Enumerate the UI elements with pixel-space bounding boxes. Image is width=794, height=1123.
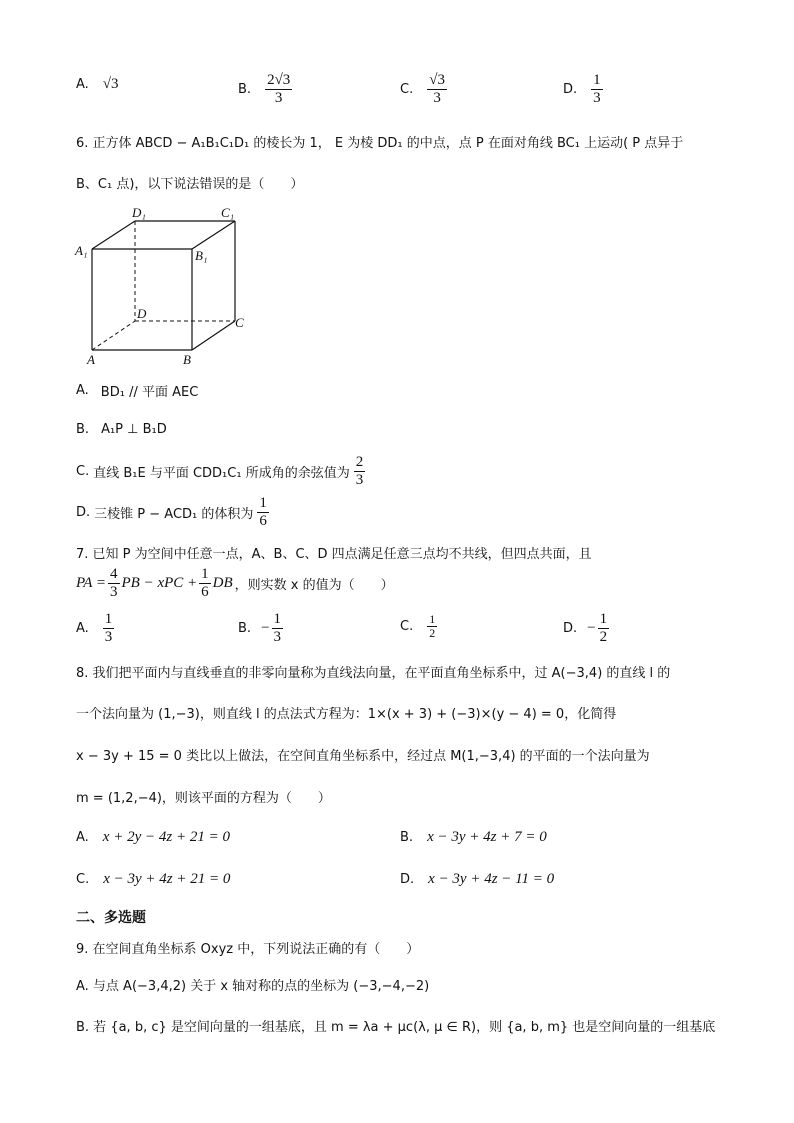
fraction-denominator: 2 (599, 629, 608, 645)
q6-option-c (76, 454, 365, 489)
q8-stem-line1: 8. 我们把平面内与直线垂直的非零向量称为直线法向量，在平面直角坐标系中，过 A(−3,4) 的直线 l 的 (76, 666, 671, 681)
option-fraction (427, 613, 437, 640)
fraction-denominator: 6 (201, 584, 209, 600)
fraction-numerator: 1 (599, 611, 608, 627)
q6-option-a (76, 381, 198, 400)
option-label: C. (400, 82, 414, 97)
eq-part: DB (212, 575, 233, 591)
vertex-label-b: B (183, 352, 191, 367)
option-fraction (598, 611, 610, 646)
option-text: x + 2y − 4z + 21 = 0 (102, 829, 230, 845)
fraction-denominator: 3 (274, 90, 283, 106)
option-fraction (265, 72, 292, 107)
eq-part: PB − xPC + (121, 575, 198, 591)
fraction-numerator: 2 (355, 454, 364, 470)
option-label: C. (400, 619, 414, 634)
option-label: A. (76, 77, 89, 92)
option-label: A. (76, 621, 89, 636)
q9-stem: 9. 在空间直角坐标系 Oxyz 中，下列说法正确的有（ ） (76, 942, 420, 957)
option-label: B. (76, 422, 90, 437)
q8-stem-line2: 一个法向量为 (1,−3)，则直线 l 的点法式方程为：1×(x + 3) + (−3)×(y − 4) = 0，化简得 (76, 707, 617, 722)
option-label: B. (400, 830, 414, 845)
fraction-denominator: 3 (273, 629, 282, 645)
eq-fraction (199, 566, 211, 601)
option-fraction (272, 611, 284, 646)
option-fraction (103, 611, 115, 646)
q7-option-a (76, 611, 114, 646)
q8-option-a (76, 829, 230, 846)
q5-option-d (563, 72, 603, 107)
fraction-numerator: 1 (201, 566, 209, 582)
fraction-denominator: 2 (429, 626, 436, 640)
q7-stem-line1: 7. 已知 P 为空间中任意一点，A、B、C、D 四点满足任意三点均不共线，但四点共面，且 (76, 547, 592, 562)
q7-option-d (563, 611, 609, 646)
vertex-label-c1: C₁ (221, 205, 235, 220)
option-text: 直线 B₁E 与平面 CDD₁C₁ 所成角的余弦值为 (93, 466, 350, 481)
vertex-label-d1: D₁ (132, 205, 146, 220)
option-fraction (591, 72, 603, 107)
option-text: 三棱锥 P − ACD₁ 的体积为 (94, 507, 254, 522)
q6-stem-line2: B、C₁ 点)，以下说法错误的是（ ） (76, 177, 304, 192)
q8-option-c (76, 871, 230, 888)
option-label: C. (76, 464, 90, 479)
option-label: B. (238, 82, 252, 97)
q7-option-c (400, 613, 437, 640)
vertex-label-d: D (137, 306, 147, 321)
option-label: A. (76, 383, 89, 398)
option-text: A₁P ⊥ B₁D (101, 422, 167, 437)
fraction-numerator: √3 (429, 72, 445, 88)
q8-option-d (400, 871, 554, 888)
fraction-denominator: 3 (433, 90, 441, 106)
section-heading: 二、多选题 (76, 910, 146, 926)
q8-option-b (400, 829, 547, 846)
option-fraction (354, 454, 366, 489)
option-label: D. (76, 505, 91, 520)
fraction-numerator: 4 (110, 566, 118, 582)
option-fraction (427, 72, 447, 107)
fraction-denominator: 3 (104, 629, 113, 645)
fraction-denominator: 3 (355, 472, 364, 488)
option-label: D. (563, 82, 578, 97)
option-sign: − (587, 620, 596, 636)
option-label: B. (238, 621, 252, 636)
fraction-denominator: 3 (593, 90, 601, 106)
q8-stem-line3: x − 3y + 15 = 0 类比以上做法，在空间直角坐标系中，经过点 M(1,−3,4) 的平面的一个法向量为 (76, 749, 650, 764)
option-text: √3 (102, 76, 119, 92)
option-fraction (257, 495, 269, 530)
option-text: BD₁ // 平面 AEC (100, 385, 199, 400)
q6-option-b (76, 422, 167, 437)
vertex-label-b1: B₁ (195, 248, 208, 263)
option-text: x − 3y + 4z − 11 = 0 (428, 871, 555, 887)
fraction-numerator: 1 (259, 495, 267, 511)
fraction-numerator: 2√3 (267, 72, 291, 88)
eq-tail: ，则实数 x 的值为（ ） (234, 578, 394, 593)
option-label: C. (76, 872, 90, 887)
option-text: x − 3y + 4z + 7 = 0 (427, 829, 547, 845)
fraction-numerator: 1 (104, 611, 113, 627)
q8-stem-line4: m = (1,2,−4)，则该平面的方程为（ ） (76, 791, 331, 806)
q7-option-b (238, 611, 283, 646)
cube-figure (70, 200, 260, 370)
option-label: D. (563, 621, 578, 636)
vertex-label-a: A (87, 352, 95, 367)
option-sign: − (261, 620, 270, 636)
q7-equation (76, 566, 394, 601)
option-text: x − 3y + 4z + 21 = 0 (103, 871, 231, 887)
q5-option-c (400, 72, 447, 107)
eq-part: PA = (76, 575, 106, 591)
q9-option-b: B. 若 {a, b, c} 是空间向量的一组基底，且 m = λa + μc(λ, μ ∈ R)，则 {a, b, m} 也是空间向量的一组基底 (76, 1020, 716, 1035)
option-label: A. (76, 830, 89, 845)
vertex-label-a1: A₁ (75, 243, 88, 258)
fraction-numerator: 1 (429, 612, 436, 626)
option-label: D. (400, 872, 415, 887)
fraction-denominator: 6 (259, 513, 267, 529)
q9-option-a: A. 与点 A(−3,4,2) 关于 x 轴对称的点的坐标为 (−3,−4,−2) (76, 979, 430, 994)
q6-option-d (76, 495, 269, 530)
q5-option-a (76, 76, 119, 93)
q5-option-b (238, 72, 292, 107)
eq-fraction (108, 566, 120, 601)
fraction-numerator: 1 (593, 72, 601, 88)
vertex-label-c: C (235, 315, 244, 330)
q6-stem-line1: 6. 正方体 ABCD − A₁B₁C₁D₁ 的棱长为 1， E 为棱 DD₁ 的中点，点 P 在面对角线 BC₁ 上运动( P 点异于 (76, 136, 684, 151)
fraction-denominator: 3 (110, 584, 118, 600)
fraction-numerator: 1 (273, 611, 282, 627)
